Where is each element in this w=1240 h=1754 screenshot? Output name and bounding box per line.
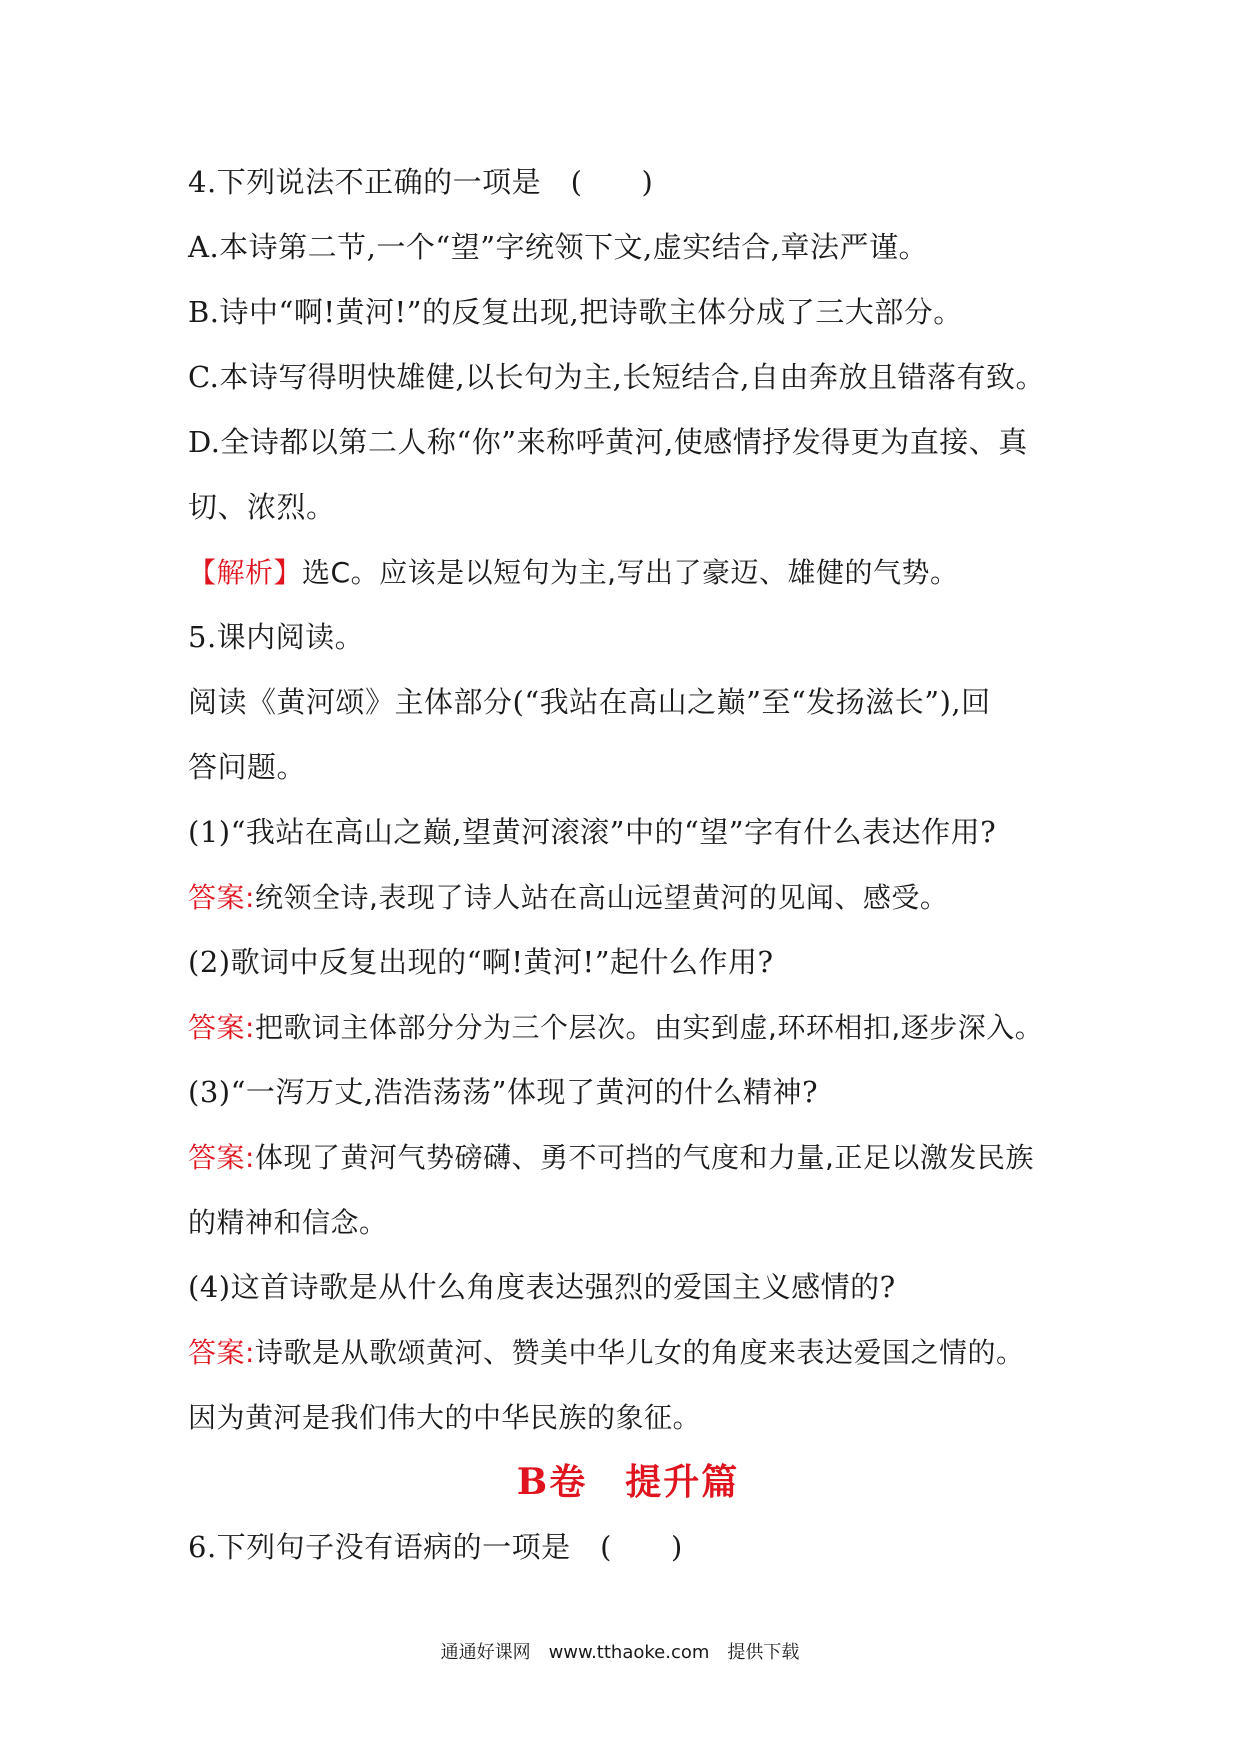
answer-text: 统领全诗,表现了诗人站在高山远望黄河的见闻、感受。	[254, 881, 949, 914]
subquestion-4-answer-continued: 因为黄河是我们伟大的中华民族的象征。	[188, 1401, 702, 1434]
answer-label: 答案:	[188, 881, 255, 914]
question-4-option-d: D.全诗都以第二人称“你”来称呼黄河,使感情抒发得更为直接、真	[188, 425, 1028, 459]
subquestion-1: (1)“我站在高山之巅,望黄河滚滚”中的“望”字有什么表达作用?	[188, 815, 997, 849]
question-4-option-c: C.本诗写得明快雄健,以长句为主,长短结合,自由奔放且错落有致。	[188, 360, 1046, 394]
answer-label: 答案:	[188, 1336, 255, 1369]
answer-text: 体现了黄河气势磅礴、勇不可挡的气度和力量,正足以激发民族	[254, 1141, 1034, 1174]
document-page	[188, 150, 1068, 1580]
question-5-intro: 阅读《黄河颂》主体部分(“我站在高山之巅”至“发扬滋长”),回	[188, 685, 991, 719]
section-b-title: B卷 提升篇	[516, 1461, 740, 1503]
subquestion-3-answer	[188, 1125, 1068, 1190]
subquestion-2: (2)歌词中反复出现的“啊!黄河!”起什么作用?	[188, 945, 774, 979]
question-4-option-b: B.诗中“啊!黄河!”的反复出现,把诗歌主体分成了三大部分。	[188, 295, 963, 329]
question-5-intro-continued: 答问题。	[188, 750, 307, 784]
subquestion-3-answer-continued: 的精神和信念。	[188, 1206, 388, 1239]
page-footer: 通通好课网 www.tthaoke.com 提供下载	[440, 1642, 800, 1663]
subquestion-4: (4)这首诗歌是从什么角度表达强烈的爱国主义感情的?	[188, 1270, 896, 1304]
question-4-option-d-continued: 切、浓烈。	[188, 490, 336, 524]
subquestion-2-answer	[188, 995, 1068, 1060]
analysis-label: 【解析】	[188, 556, 303, 589]
question-5-stem: 5.课内阅读。	[188, 620, 365, 654]
answer-text: 把歌词主体部分分为三个层次。由实到虚,环环相扣,逐步深入。	[254, 1011, 1044, 1044]
subquestion-4-answer	[188, 1320, 1068, 1385]
question-4-stem: 4.下列说法不正确的一项是 ( )	[188, 165, 654, 199]
subquestion-3: (3)“一泻万丈,浩浩荡荡”体现了黄河的什么精神?	[188, 1075, 818, 1109]
answer-label: 答案:	[188, 1141, 255, 1174]
question-6-stem: 6.下列句子没有语病的一项是 ( )	[188, 1530, 683, 1564]
answer-label: 答案:	[188, 1011, 255, 1044]
subquestion-1-answer	[188, 865, 1068, 930]
analysis-text: 选C。应该是以短句为主,写出了豪迈、雄健的气势。	[302, 556, 959, 589]
question-4-analysis	[188, 540, 1068, 605]
answer-text: 诗歌是从歌颂黄河、赞美中华儿女的角度来表达爱国之情的。	[254, 1336, 1025, 1369]
question-4-option-a: A.本诗第二节,一个“望”字统领下文,虚实结合,章法严谨。	[188, 230, 928, 264]
